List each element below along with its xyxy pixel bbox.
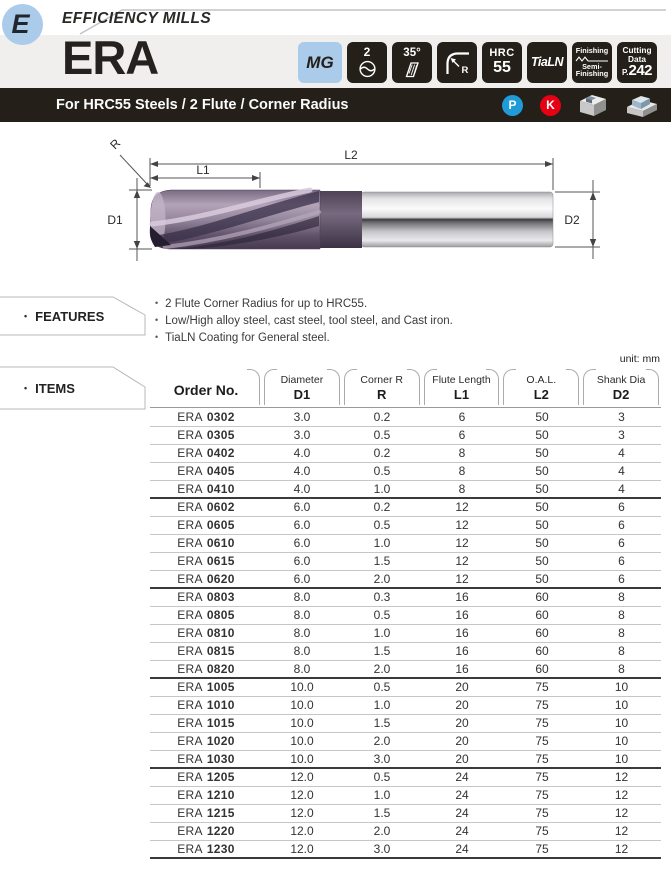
l2-cell: 50 [535,554,549,568]
features-label-box [0,296,146,336]
end-mill-dimension-drawing [95,128,665,288]
order-no-cell: ERA 1005 [177,680,235,695]
d1-cell: 10.0 [290,751,314,766]
l2-cell: 75 [535,698,549,712]
r-cell: 1.0 [373,536,391,550]
d1-cell: 4.0 [293,481,311,496]
column-header-shank-dia-d2: Shank Dia D2 [581,366,661,407]
order-no-cell: ERA 0820 [177,661,235,676]
dim-label-l2: L2 [344,148,358,162]
l1-cell: 6 [458,409,466,424]
r-cell: 2.0 [373,734,391,748]
table-row [150,804,661,822]
d1-cell: 8.0 [293,644,311,658]
d2-cell: 12 [614,788,629,802]
table-row [150,642,661,660]
d2-cell: 4 [618,481,625,496]
r-cell: 3.0 [373,841,391,856]
badge-cutting-data: Cutting Data P. 242 [617,42,657,83]
l2-cell: 50 [535,481,549,496]
d2-cell: 3 [618,428,625,442]
d2-cell: 6 [618,571,625,586]
d2-cell: 10 [614,716,629,730]
d2-cell: 12 [614,806,629,820]
l2-cell: 75 [535,841,549,856]
column-header-corner-r: Corner R R [342,366,422,407]
l2-cell: 50 [535,536,549,550]
l1-cell: 20 [455,698,469,712]
d1-cell: 6.0 [293,536,311,550]
order-no-cell: ERA 0410 [177,481,235,496]
table-row [150,696,661,714]
shank [361,192,553,247]
r-cell: 2.0 [373,824,391,838]
order-no-cell: ERA 1030 [177,751,235,766]
badge-mg: MG [298,42,342,83]
order-no-cell: ERA 0810 [177,626,235,640]
r-cell: 0.5 [373,680,391,695]
d2-cell: 10 [614,698,629,712]
order-no-cell: ERA 1010 [177,698,235,712]
r-cell: 0.2 [373,500,391,515]
dim-label-r: R [107,136,124,153]
d2-cell: 12 [614,824,629,838]
l1-cell: 16 [455,590,469,605]
table-row [150,462,661,480]
d1-cell: 10.0 [290,680,314,695]
r-cell: 2.0 [373,571,391,586]
l2-cell: 60 [535,590,549,605]
r-cell: 0.2 [373,446,391,460]
dim-label-l1: L1 [196,163,210,177]
end-mill-2-flute-icon [357,58,378,79]
features-heading: • FEATURES [24,296,104,337]
d1-cell: 8.0 [293,608,311,622]
d1-cell: 12.0 [290,841,314,856]
d1-cell: 3.0 [293,409,311,424]
order-no-cell: ERA 0402 [177,446,235,460]
badge-helix-angle: 35° [392,42,432,83]
d1-cell: 10.0 [290,716,314,730]
r-cell: 1.5 [373,716,391,730]
d1-cell: 8.0 [293,626,311,640]
d2-cell: 6 [618,518,625,532]
table-row [150,768,661,786]
d2-cell: 6 [618,500,625,515]
d2-cell: 8 [618,608,625,622]
d1-cell: 6.0 [293,571,311,586]
feature-item: • TiaLN Coating for General steel. [155,329,453,346]
l2-cell: 50 [535,428,549,442]
iso-k-cast-iron-badge: K [540,95,561,116]
column-header-flute-length-l1: Flute Length L1 [422,366,502,407]
table-row [150,750,661,768]
d1-cell: 10.0 [290,734,314,748]
table-row [150,426,661,444]
step-milling-icon [625,92,659,118]
badge-coating-tialn: TiaLN [527,42,567,83]
unit-label: unit: mm [619,353,660,365]
r-cell: 1.5 [373,644,391,658]
l2-cell: 50 [535,571,549,586]
l2-cell: 75 [535,806,549,820]
r-cell: 0.5 [373,608,391,622]
order-no-cell: ERA 0615 [177,554,235,568]
l1-cell: 24 [455,770,469,785]
table-row [150,408,661,426]
d2-cell: 4 [618,464,625,478]
corner-radius-icon [442,48,472,78]
badge-finishing: Finishing Semi- Finishing [572,42,612,83]
l1-cell: 12 [455,554,469,568]
feature-item: • Low/High alloy steel, cast steel, tool steel, and Cast iron. [155,312,453,329]
table-row [150,480,661,498]
dim-label-d1: D1 [107,213,123,227]
table-row [150,552,661,570]
l2-cell: 75 [535,751,549,766]
d2-cell: 6 [618,554,625,568]
d2-cell: 6 [618,536,625,550]
l2-cell: 60 [535,644,549,658]
items-table-grid [150,408,661,859]
r-cell: 0.5 [373,770,391,785]
l1-cell: 8 [458,481,466,496]
l2-cell: 75 [535,788,549,802]
r-cell: 0.5 [373,464,391,478]
r-cell: 0.2 [373,409,391,424]
order-no-cell: ERA 0302 [177,409,235,424]
corner-radius-label: R [461,64,469,76]
l1-cell: 12 [455,536,469,550]
subtitle-text: For HRC55 Steels / 2 Flute / Corner Radius [56,97,349,113]
table-row [150,786,661,804]
d1-cell: 4.0 [293,446,311,460]
order-no-cell: ERA 0605 [177,518,235,532]
d1-cell: 6.0 [293,518,311,532]
l1-cell: 20 [455,751,469,766]
product-name: ERA [62,31,159,84]
column-header-oal-l2: O.A.L. L2 [501,366,581,407]
order-no-cell: ERA 0305 [177,428,235,442]
d2-cell: 10 [614,680,629,695]
l2-cell: 50 [535,446,549,460]
l1-cell: 16 [455,644,469,658]
badge-flute-count: 2 [347,42,387,83]
table-row [150,516,661,534]
r-cell: 1.0 [373,626,391,640]
r-cell: 0.5 [373,518,391,532]
dim-label-d2: D2 [564,213,580,227]
table-row [150,588,661,606]
application-badges [502,88,659,122]
d1-cell: 4.0 [293,464,311,478]
r-cell: 3.0 [373,751,391,766]
order-no-cell: ERA 1220 [177,824,235,838]
badge-hardness-hrc55: HRC 55 [482,42,522,83]
d1-cell: 12.0 [290,806,314,820]
order-no-cell: ERA 1230 [177,841,235,856]
section-letter-badge [2,4,43,45]
l2-cell: 75 [535,824,549,838]
order-no-cell: ERA 0803 [177,590,235,605]
table-row [150,714,661,732]
table-row [150,606,661,624]
l1-cell: 20 [455,716,469,730]
table-row [150,732,661,750]
l1-cell: 12 [455,518,469,532]
d1-cell: 12.0 [290,824,314,838]
d1-cell: 12.0 [290,770,314,785]
items-heading: • ITEMS [24,366,75,411]
order-no-cell: ERA 1210 [177,788,235,802]
l2-cell: 60 [535,626,549,640]
d2-cell: 12 [614,770,629,785]
l1-cell: 8 [458,464,466,478]
table-row [150,624,661,642]
l2-cell: 50 [535,518,549,532]
slot-milling-icon [578,92,608,118]
iso-p-steel-badge: P [502,95,523,116]
subtitle-bar [0,88,671,122]
l1-cell: 20 [455,680,469,695]
column-header-order-no: Order No. [150,366,262,407]
r-cell: 1.0 [373,788,391,802]
d2-cell: 4 [618,446,625,460]
badge-corner-radius [437,42,477,83]
r-cell: 1.5 [373,554,391,568]
features-list [155,295,453,346]
items-table [150,366,661,859]
l1-cell: 12 [455,500,469,515]
d2-cell: 3 [618,409,625,424]
section-letter: E [11,9,30,39]
l1-cell: 24 [455,788,469,802]
order-no-cell: ERA 0610 [177,536,235,550]
l1-cell: 6 [458,428,466,442]
d2-cell: 12 [614,841,629,856]
l1-cell: 16 [455,608,469,622]
l2-cell: 50 [535,409,549,424]
l2-cell: 75 [535,734,549,748]
product-band [0,31,671,88]
l2-cell: 50 [535,464,549,478]
order-no-cell: ERA 0815 [177,644,235,658]
d2-cell: 8 [618,590,625,605]
l1-cell: 12 [455,571,469,586]
items-label-box [0,366,146,410]
table-row [150,498,661,516]
table-row [150,570,661,588]
l2-cell: 75 [535,770,549,785]
l1-cell: 24 [455,806,469,820]
l1-cell: 24 [455,841,469,856]
neck [319,191,362,248]
l1-cell: 24 [455,824,469,838]
d2-cell: 10 [614,734,629,748]
l1-cell: 16 [455,626,469,640]
items-table-header [150,366,661,408]
order-no-cell: ERA 1205 [177,770,235,785]
order-no-cell: ERA 0405 [177,464,235,478]
d1-cell: 8.0 [293,661,311,676]
items-table-body [150,408,661,858]
d1-cell: 12.0 [290,788,314,802]
r-cell: 0.3 [373,590,391,605]
section-title: EFFICIENCY MILLS [62,10,212,27]
helix-hatch-icon [402,60,422,78]
l2-cell: 75 [535,716,549,730]
r-cell: 0.5 [373,428,391,442]
table-row [150,534,661,552]
l2-cell: 60 [535,661,549,676]
order-no-cell: ERA 1215 [177,806,235,820]
r-cell: 1.0 [373,481,391,496]
table-row [150,444,661,462]
table-row [150,660,661,678]
d1-cell: 6.0 [293,554,311,568]
l2-cell: 60 [535,608,549,622]
d2-cell: 8 [618,626,625,640]
d2-cell: 8 [618,661,625,676]
r-cell: 1.0 [373,698,391,712]
r-cell: 1.5 [373,806,391,820]
d1-cell: 6.0 [293,500,311,515]
d1-cell: 3.0 [293,428,311,442]
l1-cell: 20 [455,734,469,748]
order-no-cell: ERA 0602 [177,500,235,515]
table-row [150,840,661,858]
table-row [150,678,661,696]
l2-cell: 50 [535,500,549,515]
order-no-cell: ERA 0620 [177,571,235,586]
order-no-cell: ERA 1015 [177,716,235,730]
order-no-cell: ERA 1020 [177,734,235,748]
spec-badges [298,42,657,83]
d1-cell: 8.0 [293,590,311,605]
table-row [150,822,661,840]
l2-cell: 75 [535,680,549,695]
d2-cell: 8 [618,644,625,658]
header-band [0,0,671,39]
order-no-cell: ERA 0805 [177,608,235,622]
d2-cell: 10 [614,751,629,766]
feature-item: • 2 Flute Corner Radius for up to HRC55. [155,295,453,312]
d1-cell: 10.0 [290,698,314,712]
l1-cell: 8 [458,446,466,460]
l1-cell: 16 [455,661,469,676]
column-header-diameter-d1: Diameter D1 [262,366,342,407]
r-cell: 2.0 [373,661,391,676]
